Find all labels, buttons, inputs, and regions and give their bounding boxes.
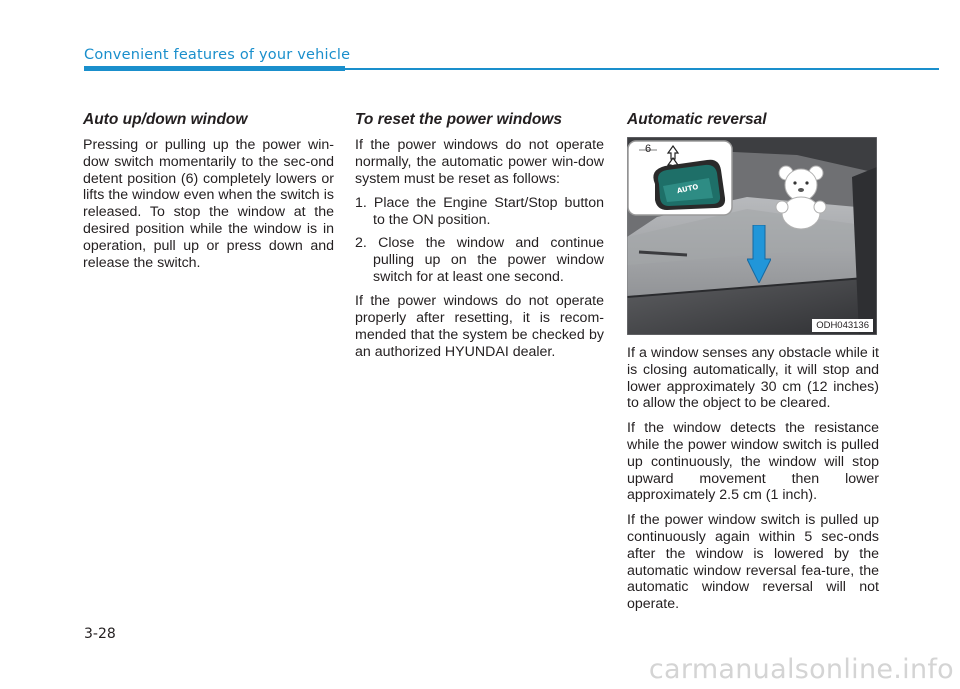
switch-auto-label: AUTO <box>676 182 700 196</box>
arrow-down-icon <box>747 225 771 283</box>
column-reset <box>355 111 604 369</box>
reset-step-1: 1. Place the Engine Start/Stop button to the ON position. <box>355 195 604 229</box>
watermark: carmanualsonline.info <box>648 654 954 685</box>
figure-code: ODH043136 <box>812 319 873 332</box>
auto-updown-body: Pressing or pulling up the power win-dow switch momentarily to the sec-ond detent position (6) completely lowers or lifts the window even when the switch is released. To stop the window at the desired position while the window is in operation, pull up or press down and release the switch. <box>83 137 334 271</box>
heading-auto-updown: Auto up/down window <box>83 111 248 128</box>
header-rule <box>345 68 939 70</box>
reset-outro: If the power windows do not operate properly after resetting, it is recom-mended that the system be checked by an authorized HYUNDAI dealer. <box>355 293 604 360</box>
reversal-illustration <box>627 137 877 335</box>
column-reversal <box>627 111 879 621</box>
heading-reversal: Automatic reversal <box>627 111 767 128</box>
teddy-bear-icon <box>772 163 832 233</box>
section-title: Convenient features of your vehicle <box>84 47 351 63</box>
page-number: 3-28 <box>84 626 116 642</box>
reversal-paragraph-2: If the window detects the resistance while the power window switch is pulled up continuously, the window will stop upward movement then lower approximately 2.5 cm (1 inch). <box>627 420 879 504</box>
reset-intro: If the power windows do not operate normally, the automatic power win-dow system must be reset as follows: <box>355 137 604 187</box>
reversal-paragraph-1: If a window senses any obstacle while it is closing automatically, it will stop and lower approximately 30 cm (12 inches) to allow the object to be cleared. <box>627 345 879 412</box>
header-accent-bar <box>84 66 345 71</box>
reset-steps <box>355 195 604 285</box>
reset-step-2: 2. Close the window and continue pulling up on the power window switch for at least one second. <box>355 234 604 285</box>
reversal-paragraph-3: If the power window switch is pulled up continuously again within 5 sec-onds after the window is lowered by the automatic window reversal fea-ture, the automatic window reversal will not operate. <box>627 512 879 613</box>
callout-number: 6 <box>645 143 652 155</box>
column-auto-updown <box>83 111 334 279</box>
window-switch-inset <box>627 140 735 218</box>
heading-reset: To reset the power windows <box>355 111 562 128</box>
